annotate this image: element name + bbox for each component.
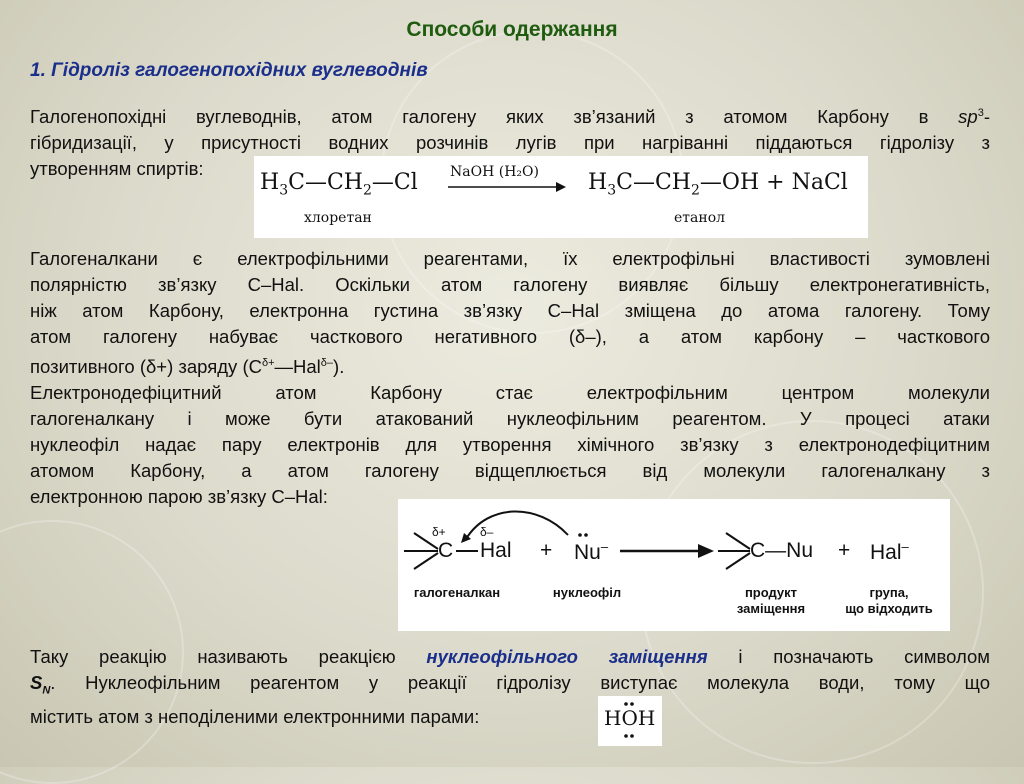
product-carbon: C—Nu [750,539,814,562]
label-leaving-group: група, що відходить [845,585,933,616]
plus-sign: + [838,539,851,562]
paragraph-line: гібридизації, у присутності водних розчинів лугів при нагріванні піддаються гідролізу з [30,132,990,154]
label-nucleophile: нуклеофіл [552,585,622,600]
paragraph-line: Таку реакцію називають реакцією нуклеофільного заміщення і позначають символом [30,646,990,667]
paragraph-line: Галогеналкани є електрофільними реагентами, їх електрофільні властивості зумовлені [30,248,990,269]
paragraph-line: нуклеофіл надає пару електронів для утворення хімічного зв’язку з електронодефіцитним [30,434,990,456]
product-ethanol: $H_3C—CH_2—OH$ + NaCl [588,170,848,199]
water-molecule [598,696,662,746]
paragraph-mechanism [30,246,990,510]
paragraph-line: полярністю зв’язку C–Hal. Оскільки атом галогену виявляє більшу електронегативність, [30,274,990,295]
delta-plus: δ+ [432,525,446,539]
reaction-arrow [448,180,568,194]
label-haloalkane: галогеналкан [413,585,501,600]
hydrolysis-equation [254,156,868,238]
term-nucleophilic-substitution: нуклеофільного заміщення [426,646,708,667]
plus-sign: + [540,539,553,562]
page-title: Способи одержання [406,18,618,41]
paragraph-line: утворенням спиртів: [30,158,204,180]
carbon-atom: C [438,539,454,562]
water-formula: HOH [604,706,656,730]
label-chloroethane: хлоретан [304,210,372,226]
paragraph-line: атом галогену набуває часткового негативного (δ–), а атом карбону – часткового [30,326,990,347]
paragraph-line: Електронодефіцитний атом Карбону стає електрофільним центром молекули [30,382,990,404]
paragraph-line: електронною парою зв’язку C–Hal: [30,486,328,508]
reaction-condition: NaOH (H₂O) [450,164,539,180]
section-subtitle: 1. Гідроліз галогенопохідних вуглеводнів [30,60,428,81]
delta-minus: δ– [480,525,494,539]
paragraph-line: атомом Карбону, а атом галогену відщеплюється від молекули галогеналкану з [30,460,990,482]
label-product: продукт заміщення [736,585,806,616]
paragraph-line: галогеналкану і може бути атакований нуклеофільним реагентом. У процесі атаки [30,408,990,430]
substitution-scheme [398,499,950,631]
label-ethanol: етанол [674,210,726,226]
paragraph-line: позитивного (δ+) заряду $(C^{\delta+}—Hal^{\delta-})$. [30,356,345,378]
leaving-group: Hal– [870,539,909,564]
paragraph-conclusion [30,644,990,730]
halogen-atom: Hal [480,539,512,562]
paragraph-line: $S_N$. Нуклеофільним реагентом у реакції гідролізу виступає молекула води, тому що [30,672,990,697]
nucleophile: Nu– [574,539,609,564]
reactant-chloroethane: $H_3C—CH_2—Cl$ [260,170,418,199]
paragraph-line: Галогенопохідні вуглеводнів, атом галогену яких зв’язаний з атомом Карбону в $sp^3-$ [30,106,991,128]
paragraph-line: ніж атом Карбону, електронна густина зв’язку C–Hal зміщена до атома галогену. Тому [30,300,990,321]
paragraph-line: містить атом з неподіленими електронними парами: [30,705,480,727]
lone-pairs [598,696,662,746]
